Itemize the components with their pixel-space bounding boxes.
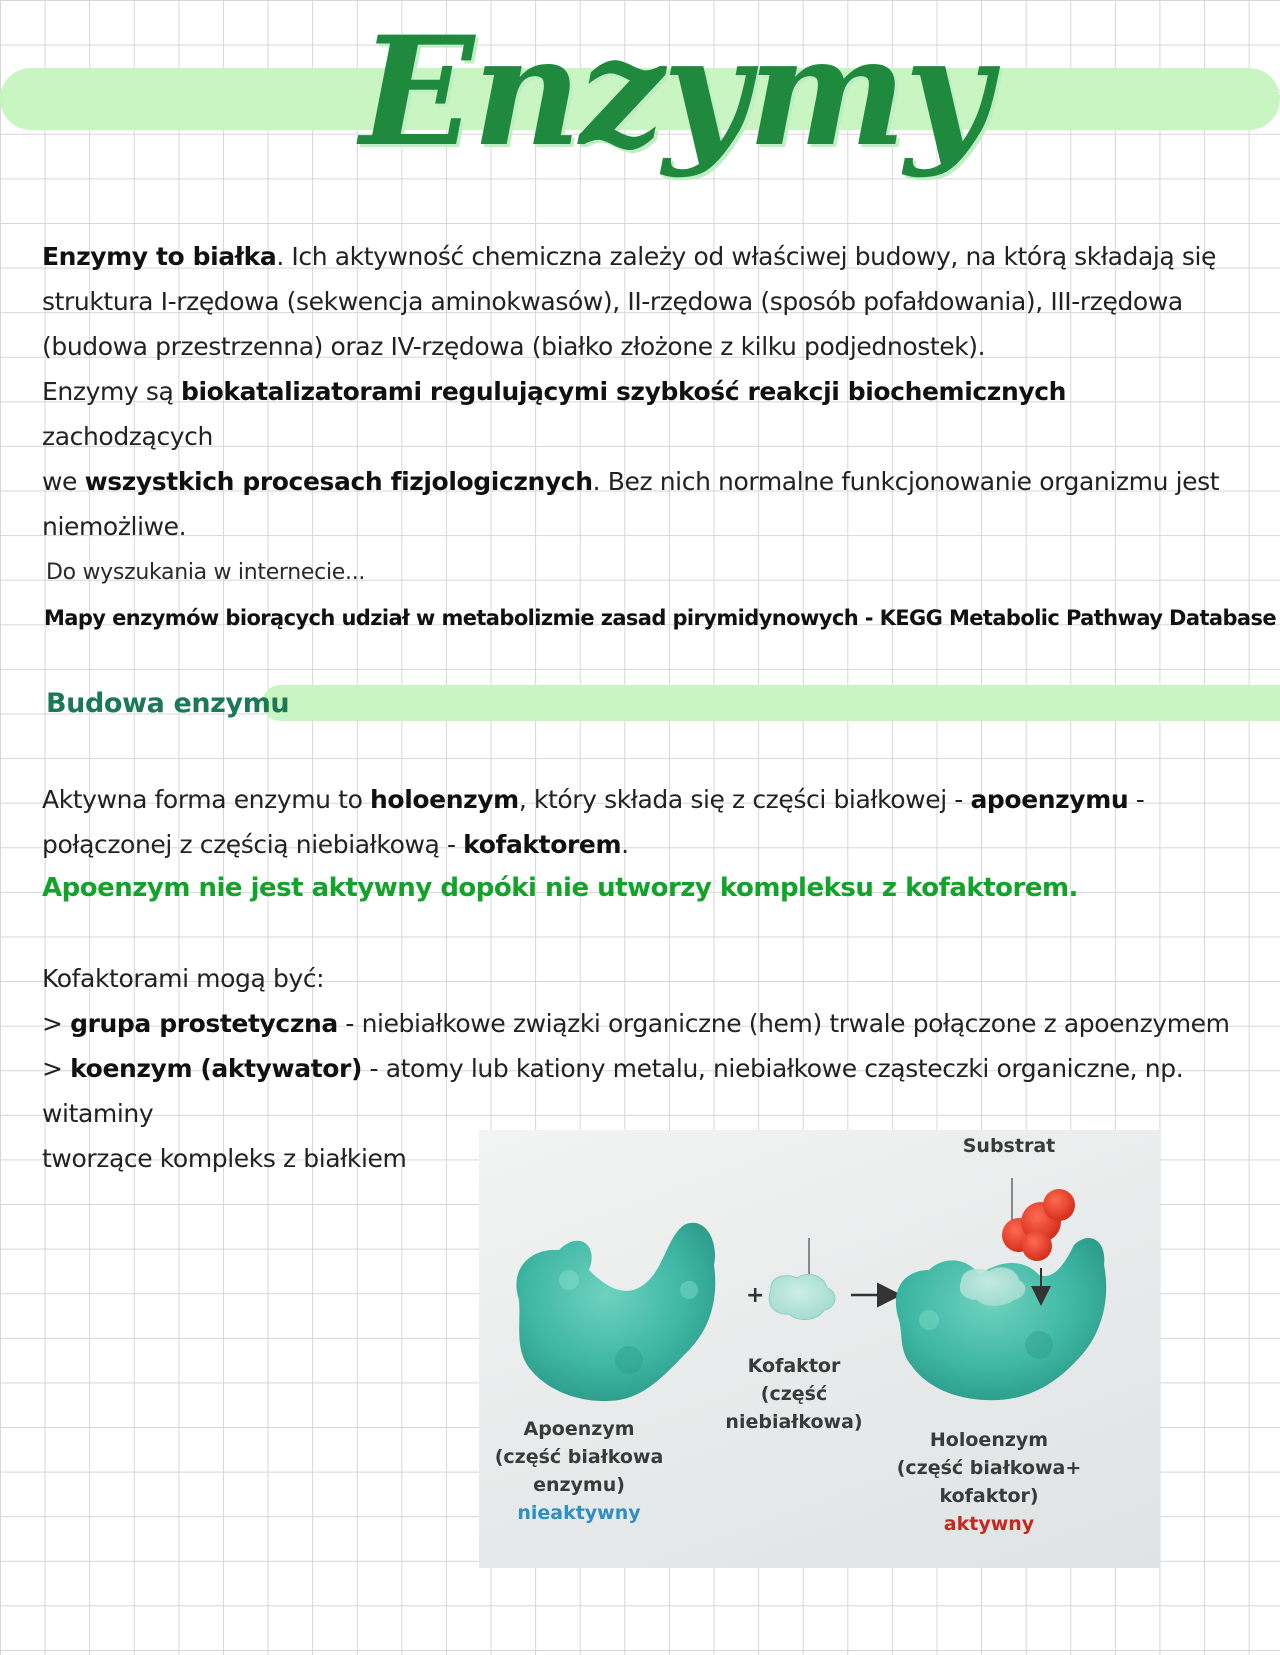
cofactor-text: - atomy lub kationy metalu, niebiałkowe cząsteczki organiczne, np. witaminy <box>42 1054 1184 1128</box>
highlight-sentence: Apoenzym nie jest aktywny dopóki nie utworzy kompleksu z kofaktorem. <box>42 873 1078 903</box>
apoenzyme-shape <box>516 1223 715 1401</box>
intro-bold-processes: wszystkich procesach fizjologicznych <box>84 467 593 496</box>
substrat-label: Substrat <box>962 1135 1056 1157</box>
intro-line-2: struktura I-rzędowa (sekwencja aminokwasów), II-rzędowa (sposób pofałdowania), III-rzędowa <box>42 287 1183 316</box>
holoenzyme-label-line: Holoenzym <box>929 1429 1049 1451</box>
holoenzyme-label-line: kofaktor) <box>939 1485 1039 1507</box>
bold-cofactor: kofaktorem <box>463 830 622 859</box>
holoenzyme-label-line: (część białkowa+ <box>896 1457 1082 1479</box>
bullet-marker: > <box>42 1054 71 1083</box>
apoenzyme-label-line: Apoenzym <box>523 1418 635 1440</box>
intro-text: we <box>42 467 85 496</box>
structure-text: Aktywna forma enzymu to <box>42 785 371 814</box>
kofaktor-label <box>694 1352 894 1436</box>
structure-text: , który składa się z części białkowej - <box>518 785 971 814</box>
intro-paragraph <box>42 234 1242 549</box>
cofactor-item-coenzyme-cont: tworzące kompleks z białkiem <box>42 1144 407 1173</box>
structure-line-1 <box>42 777 1242 822</box>
structure-text: - <box>1128 785 1145 814</box>
active-status: aktywny <box>943 1513 1035 1535</box>
structure-text: . <box>621 830 629 859</box>
cofactor-item-prosthetic <box>42 1001 1242 1046</box>
kegg-database-link[interactable]: Mapy enzymów biorących udział w metabolizmie zasad pirymidynowych - KEGG Metabolic Pathway Database <box>44 606 1277 630</box>
intro-text: Enzymy są <box>42 377 181 406</box>
cofactors-intro: Kofaktorami mogą być: <box>42 964 325 993</box>
intro-bold-proteins: Enzymy to białka <box>42 242 277 271</box>
bold-coenzyme: koenzym (aktywator) <box>70 1054 363 1083</box>
section-heading: Budowa enzymu <box>46 688 290 719</box>
bullet-marker: > <box>42 1009 71 1038</box>
cofactor-text: - niebiałkowe związki organiczne (hem) trwale połączone z apoenzymem <box>337 1009 1230 1038</box>
substrate-shape <box>1002 1189 1075 1261</box>
structure-paragraph <box>42 777 1242 867</box>
enzyme-diagram <box>479 1130 1160 1568</box>
intro-line-1 <box>42 234 1242 279</box>
bold-holoenzyme: holoenzym <box>370 785 519 814</box>
intro-line-3: (budowa przestrzenna) oraz IV-rzędowa (białko złożone z kilku podjednostek). <box>42 332 986 361</box>
intro-line-6: niemożliwe. <box>42 512 187 541</box>
search-label: Do wyszukania w internecie... <box>46 560 366 585</box>
intro-text: . Ich aktywność chemiczna zależy od właściwej budowy, na którą składają się <box>276 242 1217 271</box>
page-title: Enzymy <box>360 4 990 180</box>
plus-sign: + <box>746 1283 765 1308</box>
intro-line-5 <box>42 459 1242 504</box>
intro-bold-biocatalysts: biokatalizatorami regulującymi szybkość reakcji biochemicznych <box>180 377 1067 406</box>
kofaktor-label-line: Kofaktor <box>747 1355 841 1377</box>
section-highlight-band <box>262 685 1280 721</box>
kofaktor-label-line: (część niebiałkowa) <box>725 1383 863 1433</box>
apoenzyme-label <box>489 1415 669 1527</box>
intro-line-4 <box>42 369 1242 459</box>
inactive-status: nieaktywny <box>517 1502 641 1524</box>
intro-text: zachodzących <box>42 422 213 451</box>
structure-line-2 <box>42 822 1242 867</box>
intro-text: . Bez nich normalne funkcjonowanie organizmu jest <box>592 467 1220 496</box>
apoenzyme-label-line: (część białkowa <box>494 1446 664 1468</box>
holoenzyme-label <box>889 1426 1089 1538</box>
apoenzyme-label-line: enzymu) <box>533 1474 625 1496</box>
structure-text: połączonej z częścią niebiałkową - <box>42 830 464 859</box>
kofaktor-shape <box>769 1274 835 1319</box>
cofactor-item-coenzyme <box>42 1046 1242 1136</box>
bold-prosthetic-group: grupa prostetyczna <box>70 1009 338 1038</box>
bold-apoenzyme: apoenzymu <box>970 785 1129 814</box>
